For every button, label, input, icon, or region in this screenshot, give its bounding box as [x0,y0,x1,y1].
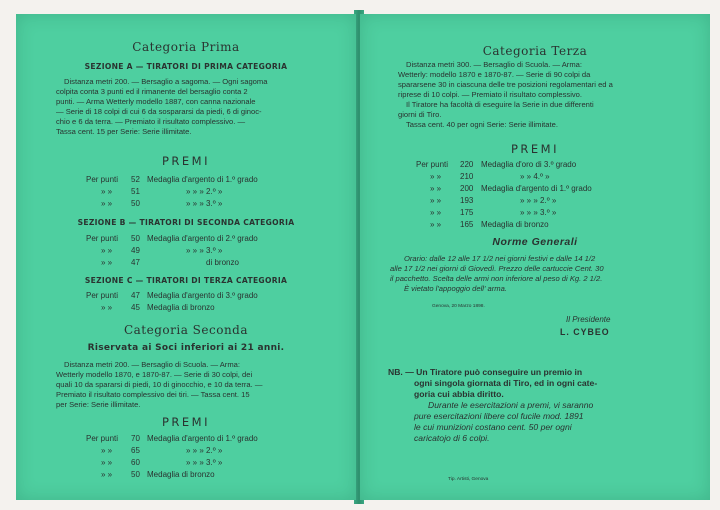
norme-generali-title: Norme Generali [492,236,578,248]
text-line: per Serie: Serie illimitate. [56,400,141,409]
text-line: goria cui abbia diritto. [414,389,504,399]
prize-lead: » » [101,446,113,455]
categoria-terza-title: Categoria Terza [482,44,588,58]
prize-row [360,184,710,195]
norme-generali-paragraph [390,254,700,294]
prize-row [16,470,356,481]
text-line: È vietato l'appoggio dell' arma. [404,284,507,293]
prize-points: 200 [460,184,474,193]
prize-points: 52 [131,175,140,184]
prize-row [16,458,356,469]
printer-credit: Tip. Artisti, Genova [448,477,489,482]
text-line: Orario: dalle 12 alle 17 1/2 nei giorni festivi e dalle 14 1/2 [404,254,596,263]
prize-row [360,172,710,183]
prize-points: 220 [460,160,474,169]
prize-lead: Per punti [416,160,449,169]
prize-lead: » » [430,172,442,181]
prize-row [16,446,356,457]
prize-text: » » » 2.º » [186,187,223,196]
prize-lead: » » [101,470,113,479]
text-line: giorni di Tiro. [398,110,442,119]
text-line: Durante le esercitazioni a premi, vi saranno [428,400,594,410]
prize-row [360,160,710,171]
prize-text: » » » 3.º » [520,208,557,217]
prize-lead: Per punti [86,434,119,443]
categoria-seconda-paragraph [56,360,346,410]
categoria-terza-paragraph [398,60,698,130]
prize-text: » » » 2.º » [520,196,557,205]
text-line: le cui munizioni costano cent. 50 per ogni [414,422,572,432]
prize-lead: Per punti [86,234,119,243]
prize-points: 175 [460,208,474,217]
prize-lead: Per punti [86,175,119,184]
sezione-c-heading: SEZIONE C — TIRATORI DI TERZA CATEGORIA [84,276,288,285]
text-line: quali 10 da spararsi di piedi, 10 di ginocchio, e 10 da terra. — [56,380,263,389]
prize-lead: » » [101,303,113,312]
prize-points: 45 [131,303,140,312]
text-line: Tassa cent. 40 per ogni Serie: Serie illimitate. [406,120,558,129]
text-line: colpita conta 3 punti ed il rimanente del bersaglio conta 2 [56,87,248,96]
prize-text: » » » 3.º » [186,199,223,208]
prize-row [360,196,710,207]
prize-points: 50 [131,470,140,479]
text-line: Il Tiratore ha facoltà di eseguire la Serie in due differenti [406,100,594,109]
prize-lead: » » [101,258,113,267]
sezione-b-heading: SEZIONE B — TIRATORI DI SECONDA CATEGORIA [77,218,295,227]
prize-row [360,220,710,231]
prize-points: 49 [131,246,140,255]
nb-notice [388,367,704,444]
prize-row [16,246,356,257]
prize-points: 210 [460,172,474,181]
prize-lead: » » [101,246,113,255]
text-line: chio e 6 da terra. — Premiato il risultato complessivo. — [56,117,246,126]
prize-points: 51 [131,187,140,196]
prize-row [16,187,356,198]
sezione-a-paragraph [56,77,346,137]
text-line: ogni singola giornata di Tiro, ed in ogni cate- [414,378,598,388]
prize-text: Medaglia di bronzo [147,470,215,479]
prize-text: » » » 3.º » [186,458,223,467]
text-line: punti. — Arma Wetterly modello 1887, con canna nazionale [56,97,256,106]
premi-heading: PREMI [161,154,210,168]
right-page [360,14,710,500]
prize-lead: » » [101,199,113,208]
text-line: Tassa cent. 15 per Serie: Serie illimitate. [56,127,192,136]
prize-points: 193 [460,196,474,205]
text-line: spararsene 30 in ciascuna delle tre posizioni regolamentari ed a [398,80,613,89]
prize-text: Medaglia di bronzo [147,303,215,312]
prize-lead: » » [430,208,442,217]
date-line: Genova, 20 Marzo 1898. [432,304,485,309]
prize-text: Medaglia d'oro di 3.º grado [481,160,577,169]
presidente-name: L. CYBEO [560,327,610,337]
premi-heading: PREMI [161,415,210,429]
prize-points: 165 [460,220,474,229]
prize-points: 70 [131,434,140,443]
prize-points: 60 [131,458,140,467]
prize-lead: » » [430,184,442,193]
text-line: Distanza metri 300. — Bersaglio di Scuola. — Arma: [406,60,582,69]
prize-text: Medaglia d'argento di 2.º grado [147,234,258,243]
text-line: Premiato il risultato complessivo dei tiri. — Tassa cent. 15 [56,390,250,399]
prize-points: 47 [131,291,140,300]
text-line: pure esercitazioni libere col fucile mod. 1891 [414,411,584,421]
prize-text: » » » 2.º » [186,446,223,455]
prize-row [360,208,710,219]
prize-lead: » » [430,220,442,229]
text-line: Distanza metri 200. — Bersaglio a sagoma. — Ogni sagoma [64,77,268,86]
prize-text: Medaglia d'argento di 1.º grado [147,434,258,443]
prize-text: » » » 3.º » [186,246,223,255]
prize-row [16,434,356,445]
prize-text: Medaglia d'argento di 1.º grado [147,175,258,184]
prize-row [16,175,356,186]
sezione-a-heading: SEZIONE A — TIRATORI DI PRIMA CATEGORIA [84,62,288,71]
prize-points: 50 [131,234,140,243]
prize-lead: » » [101,187,113,196]
prize-row [16,258,356,269]
text-line: NB. — Un Tiratore può conseguire un premio in [388,367,583,377]
categoria-prima-title: Categoria Prima [132,40,240,54]
presidente-label: Il Presidente [566,315,611,324]
prize-lead: » » [101,458,113,467]
text-line: il pacchetto. Scelta delle armi non inferiore al peso di Kg. 2 1/2. [390,274,603,283]
text-line: alle 17 1/2 nei giorni di Giovedì. Prezzo delle cartuccie Cent. 30 [390,264,604,273]
text-line: Wetterly modello 1870, e 1870-87. — Serie di 30 colpi, dei [56,370,253,379]
text-line: Distanza metri 200. — Bersaglio di Scuola. — Arma: [64,360,240,369]
prize-points: 65 [131,446,140,455]
categoria-seconda-subtitle: Riservata ai Soci inferiori ai 21 anni. [87,343,285,353]
prize-text: Medaglia d'argento di 3.º grado [147,291,258,300]
text-line: Wetterly: modello 1870 e 1870-87. — Serie di 90 colpi da [398,70,591,79]
prize-points: 50 [131,199,140,208]
prize-text: Medaglia d'argento di 1.º grado [481,184,592,193]
prize-lead: » » [430,196,442,205]
prize-row [16,291,356,302]
prize-text: Medaglia di bronzo [481,220,549,229]
prize-text: » » 4.º » [520,172,550,181]
prize-row [16,199,356,210]
prize-row [16,303,356,314]
prize-points: 47 [131,258,140,267]
categoria-seconda-title: Categoria Seconda [123,323,249,337]
prize-text: di bronzo [206,258,239,267]
premi-heading: PREMI [510,142,559,156]
left-page [16,14,356,500]
prize-row [16,234,356,245]
text-line: caricatojo di 6 colpi. [414,433,490,443]
prize-lead: Per punti [86,291,119,300]
text-line: — Serie di 18 colpi di cui 6 da sospararsi da piedi, 6 di ginoc- [56,107,262,116]
text-line: riprese di 10 colpi. — Premiato il risultato complessivo. [398,90,583,99]
